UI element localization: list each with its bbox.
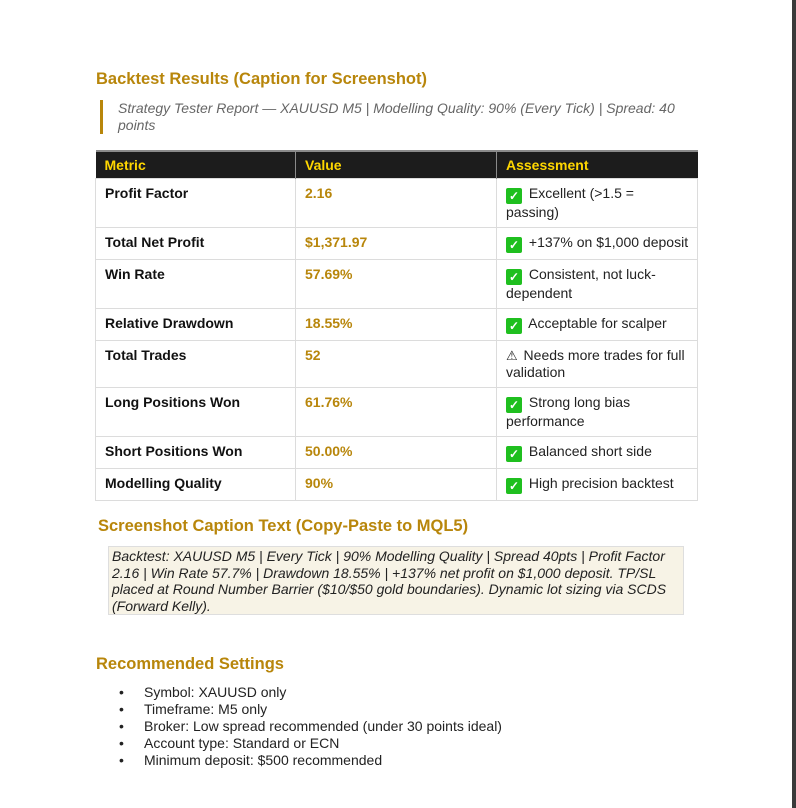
table-row xyxy=(96,436,698,468)
check-mark-icon: ✓ xyxy=(506,269,522,285)
value-cell: $1,371.97 xyxy=(296,227,497,259)
list-item-text: Minimum deposit: $500 recommended xyxy=(144,752,383,768)
table-row xyxy=(96,387,698,436)
list-item-text: Symbol: XAUUSD only xyxy=(144,684,287,700)
assessment-cell xyxy=(497,227,698,259)
assessment-text: High precision backtest xyxy=(528,474,674,491)
table-row xyxy=(96,468,698,500)
assessment-cell xyxy=(497,308,698,340)
metric-cell: Short Positions Won xyxy=(96,436,296,468)
value-cell: 2.16 xyxy=(296,178,497,227)
column-header-assessment: Assessment xyxy=(497,151,698,178)
list-item-text: Account type: Standard or ECN xyxy=(144,735,340,751)
window-edge-scrollbar xyxy=(792,0,796,808)
table-header-row xyxy=(96,151,698,178)
assessment-cell xyxy=(497,436,698,468)
metric-cell: Relative Drawdown xyxy=(96,308,296,340)
list-item xyxy=(119,718,502,735)
list-item-text: Broker: Low spread recommended (under 30 points ideal) xyxy=(144,718,502,734)
value-cell: 50.00% xyxy=(296,436,497,468)
table-row xyxy=(96,259,698,308)
table-row xyxy=(96,308,698,340)
bullet-icon: • xyxy=(119,701,124,717)
bullet-icon: • xyxy=(119,718,124,734)
bullet-icon: • xyxy=(119,752,124,768)
table-row xyxy=(96,178,698,227)
caption-text-heading: Screenshot Caption Text (Copy-Paste to MQL5) xyxy=(98,517,469,535)
bullet-icon: • xyxy=(119,735,124,751)
list-item xyxy=(119,752,502,769)
backtest-results-table xyxy=(95,150,698,501)
table-row xyxy=(96,227,698,259)
column-header-value: Value xyxy=(296,151,497,178)
metric-cell: Modelling Quality xyxy=(96,468,296,500)
list-item xyxy=(119,701,502,718)
check-mark-icon: ✓ xyxy=(506,478,522,494)
list-item-text: Timeframe: M5 only xyxy=(144,701,268,717)
assessment-text: Acceptable for scalper xyxy=(528,314,667,331)
caption-text-box[interactable]: Backtest: XAUUSD M5 | Every Tick | 90% Modelling Quality | Spread 40pts | Profit Factor 2.16 | Win Rate 57.7% | Drawdown 18.55% | +137% net profit on $1,000 deposit. TP/SL placed at Round Number Barrier ($10/$50 gold boundaries). Dynamic lot sizing via SCDS (Forward Kelly). xyxy=(108,546,684,615)
metric-cell: Total Net Profit xyxy=(96,227,296,259)
check-mark-icon: ✓ xyxy=(506,318,522,334)
metric-cell: Profit Factor xyxy=(96,178,296,227)
check-mark-icon: ✓ xyxy=(506,188,522,204)
metric-cell: Win Rate xyxy=(96,259,296,308)
value-cell: 18.55% xyxy=(296,308,497,340)
value-cell: 90% xyxy=(296,468,497,500)
backtest-results-heading: Backtest Results (Caption for Screenshot) xyxy=(96,70,427,88)
assessment-text: Needs more trades for full validation xyxy=(506,346,685,380)
assessment-cell xyxy=(497,468,698,500)
recommended-settings-heading: Recommended Settings xyxy=(96,655,284,673)
table-row xyxy=(96,340,698,387)
metric-cell: Total Trades xyxy=(96,340,296,387)
assessment-text: +137% on $1,000 deposit xyxy=(528,233,689,250)
check-mark-icon: ✓ xyxy=(506,397,522,413)
assessment-cell xyxy=(497,387,698,436)
assessment-cell xyxy=(497,259,698,308)
check-mark-icon: ✓ xyxy=(506,237,522,253)
metric-cell: Long Positions Won xyxy=(96,387,296,436)
report-subtitle: Strategy Tester Report — XAUUSD M5 | Modelling Quality: 90% (Every Tick) | Spread: 40 points xyxy=(100,100,700,134)
bullet-icon: • xyxy=(119,684,124,700)
recommended-settings-list xyxy=(119,684,502,769)
column-header-metric: Metric xyxy=(96,151,296,178)
warning-icon: ⚠ xyxy=(506,347,518,363)
value-cell: 57.69% xyxy=(296,259,497,308)
value-cell: 52 xyxy=(296,340,497,387)
assessment-text: Consistent, not luck-dependent xyxy=(506,265,656,301)
check-mark-icon: ✓ xyxy=(506,446,522,462)
list-item xyxy=(119,684,502,701)
assessment-text: Excellent (>1.5 = passing) xyxy=(506,184,634,220)
assessment-text: Balanced short side xyxy=(528,442,652,459)
assessment-text: Strong long bias performance xyxy=(506,393,631,429)
value-cell: 61.76% xyxy=(296,387,497,436)
assessment-cell xyxy=(497,178,698,227)
assessment-cell xyxy=(497,340,698,387)
list-item xyxy=(119,735,502,752)
